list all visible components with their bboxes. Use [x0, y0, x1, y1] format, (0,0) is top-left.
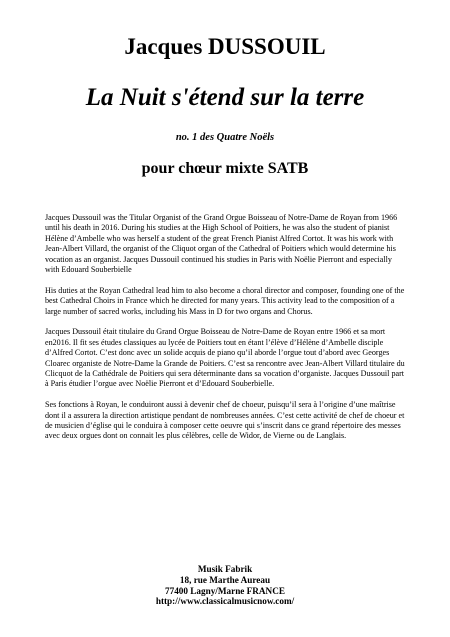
publisher-footer — [0, 564, 450, 607]
composer-name: Jacques DUSSOUIL — [124, 34, 326, 59]
choir-designation: pour chœur mixte SATB — [141, 160, 309, 177]
biography-text — [45, 213, 405, 452]
biography-paragraph-french-1: Jacques Dussouil était titulaire du Grand Orgue Boisseau de Notre-Dame de Royan entre 1966 et sa mort en2016. Il fit ses études classiques au lycée de Poitiers tout en étant l’élève d’Hélène d’Ambelle disciple d’Alfred Cortot. C’est donc avec un solide acquis de piano qu’il aborde l’orgue tout d’abord avec Georges Cloarec organiste de Notre-Dame la Grande de Poitiers. C’est sa rencontre avec Jean-Albert Villard titulaire du Clicquot de la Cathédrale de Poitiers qui sera déterminante dans sa vocation d’organiste. Jacques Dussouil part à Paris étudier l’orgue avec Noëlie Pierront et d’Edouard Souberbielle. — [45, 327, 405, 389]
biography-paragraph-english-1: Jacques Dussouil was the Titular Organist of the Grand Orgue Boisseau of Notre-Dame de Royan from 1966 until his death in 2016. During his studies at the High School of Poitiers, he was also the student of pianist Hélène d’Ambelle who was herself a student of the great French Pianist Alfred Cortot. It was his work with Jean-Albert Villard, the organist of the Cliquot organ of the Cathedral of Poitiers which would determine his vocation as an organist. Jacques Dussouil continued his studies in Paris with Noëlie Pierront and especially with Edouard Souberbielle — [45, 213, 398, 275]
piece-title: La Nuit s'étend sur la terre — [85, 84, 365, 111]
publisher-street: 18, rue Marthe Aureau — [179, 574, 271, 585]
publisher-city: 77400 Lagny/Marne FRANCE — [165, 585, 285, 596]
publisher-url[interactable]: http://www.classicalmusicnow.com/ — [155, 596, 295, 607]
biography-paragraph-french-2: Ses fonctions à Royan, le conduiront aussi à devenir chef de choeur, puisqu’il sera à l’origine d’une maîtrise dont il a assurera la direction artistique pendant de nombreuses années. C’est cette activité de chef de choeur et de musicien d’église qui le conduira à composer cette oeuvre qui s’inscrit dans ce grand répertoire des messes avec deux orgues dont on connait les plus célèbres, celle de Widor, de Vierne ou de Langlais. — [45, 400, 405, 441]
publisher-name: Musik Fabrik — [197, 564, 253, 574]
biography-paragraph-english-2: His duties at the Royan Cathedral lead him to also become a choral director and composer, founding one of the best Cathedral Choirs in France which he directed for many years. This activity lead to the composition of a large number of sacred works, including his Mass in D for two organs and Chorus. — [45, 285, 405, 316]
piece-subtitle: no. 1 des Quatre Noëls — [175, 132, 275, 143]
